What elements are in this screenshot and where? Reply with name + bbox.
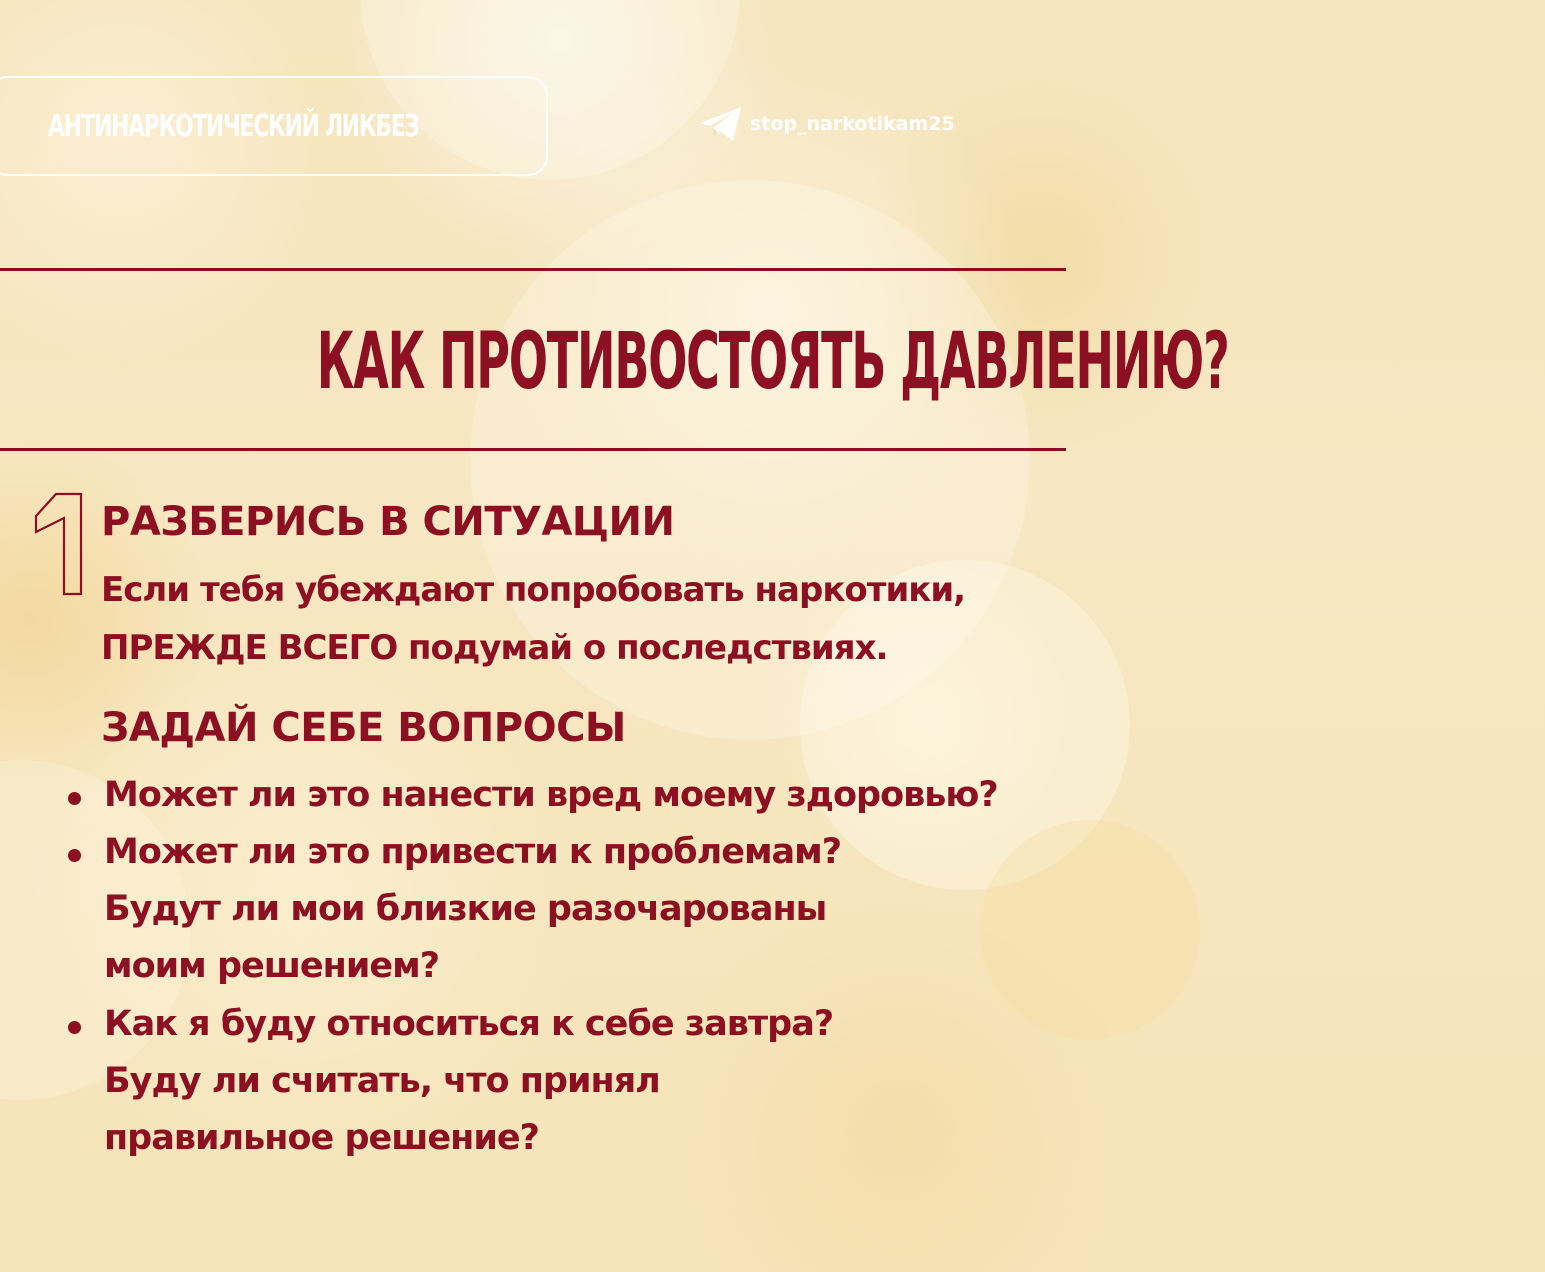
list-item-line: Может ли это нанести вред моему здоровью? [104, 775, 998, 815]
step-text-line: Если тебя убеждают попробовать наркотики, [101, 570, 966, 610]
channel-link[interactable] [698, 104, 955, 144]
topic-badge [0, 76, 548, 176]
list-item [104, 824, 841, 995]
telegram-icon [698, 104, 744, 144]
list-item-line: моим решением? [104, 946, 440, 986]
list-item-line: Как я буду относиться к себе завтра? [104, 1004, 834, 1044]
bullet-dot [68, 792, 81, 805]
list-item [104, 767, 998, 824]
list-item-line: правильное решение? [104, 1118, 539, 1158]
page-title: КАК ПРОТИВОСТОЯТЬ ДАВЛЕНИЮ? [316, 317, 1229, 407]
bullet-dot [68, 849, 81, 862]
background-bokeh [980, 820, 1200, 1040]
step-number [30, 488, 90, 600]
step-text [101, 561, 965, 677]
questions-heading: ЗАДАЙ СЕБЕ ВОПРОСЫ [101, 705, 626, 751]
list-item-line: Буду ли считать, что принял [104, 1061, 660, 1101]
list-item [104, 996, 833, 1167]
bullet-dot [68, 1021, 81, 1034]
svg-text:1: 1 [60, 558, 61, 559]
divider [0, 268, 1066, 271]
list-item-line: Будут ли мои близкие разочарованы [104, 889, 827, 929]
channel-name: stop_narkotikam25 [750, 113, 955, 135]
step-heading: РАЗБЕРИСЬ В СИТУАЦИИ [101, 499, 675, 545]
list-item-line: Может ли это привести к проблемам? [104, 832, 842, 872]
badge-label: АНТИНАРКОТИЧЕСКИЙ ЛИКБЕЗ [48, 108, 419, 144]
divider [0, 448, 1066, 451]
step-text-line: ПРЕЖДЕ ВСЕГО подумай о последствиях. [101, 628, 888, 668]
